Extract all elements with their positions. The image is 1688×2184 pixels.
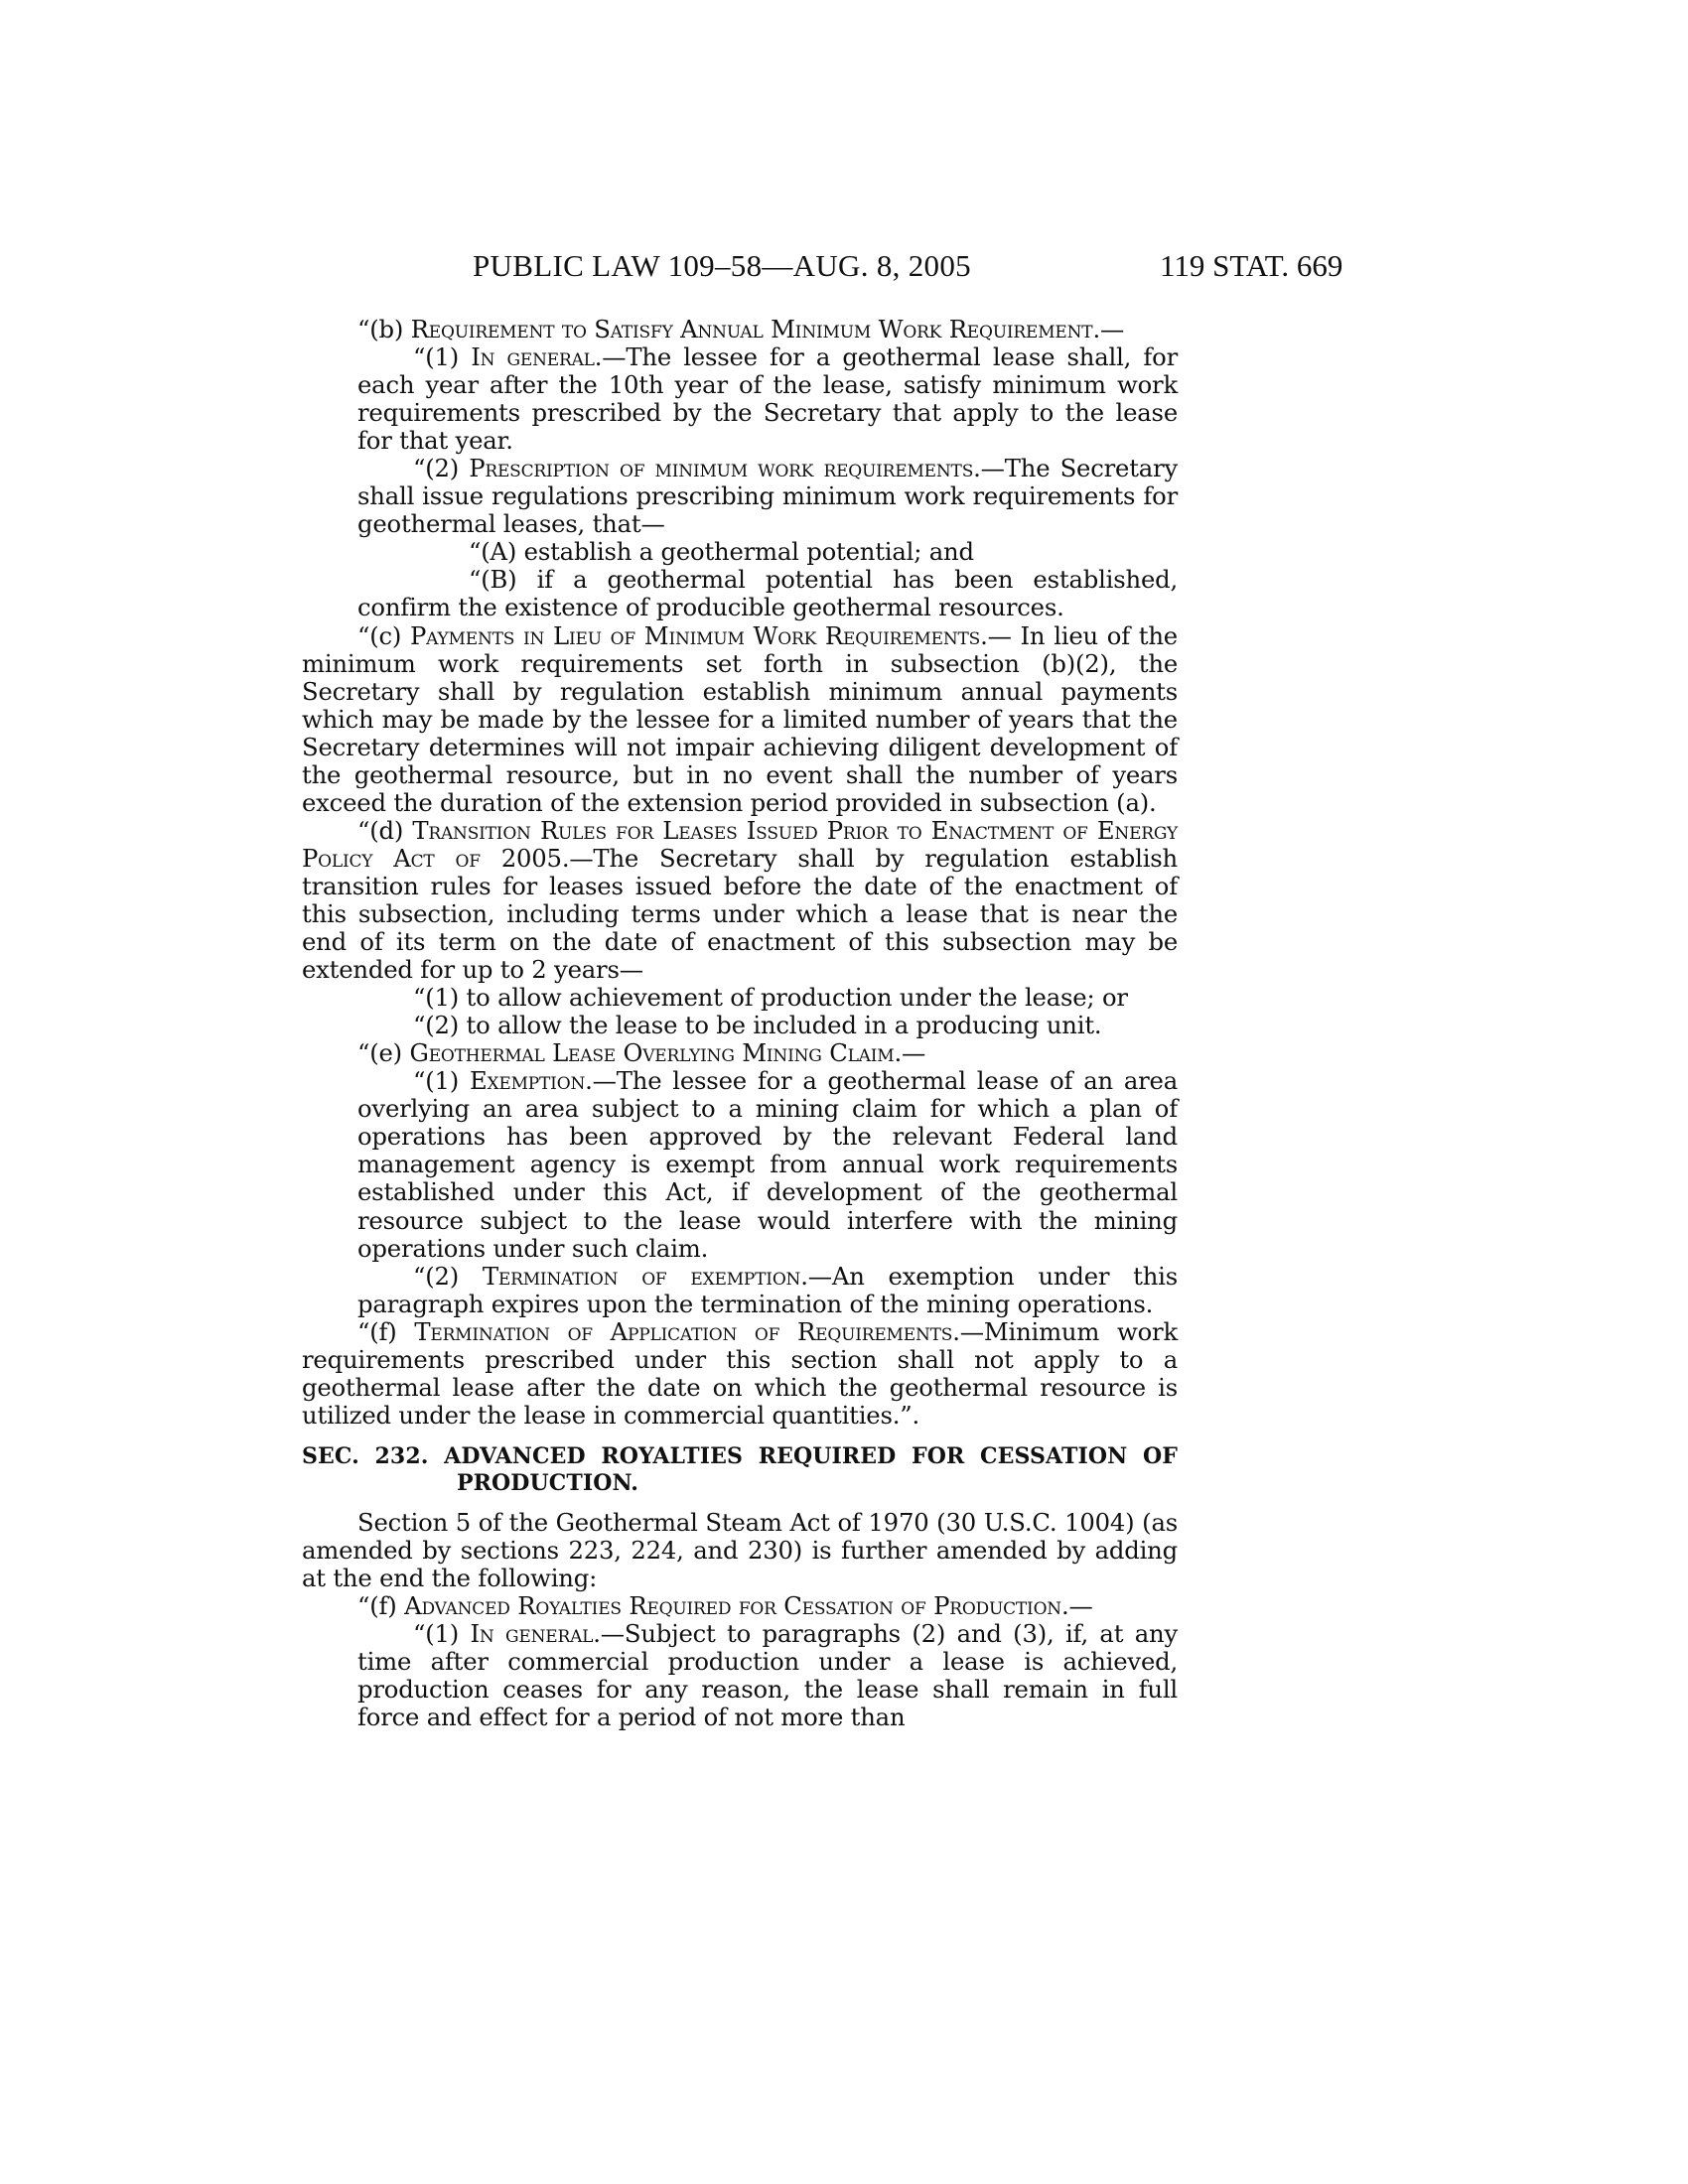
section-232-intro: Section 5 of the Geothermal Steam Act of 1970 (30 U.S.C. 1004) (as amended by sections 223, 224, and 230) is further amended by adding at the end the following: <box>302 1507 1178 1592</box>
subparagraph-b2a: “(A) establish a geothermal potential; and <box>469 537 974 567</box>
paragraph-b2: “(2) Prescription of minimum work requirements.—The Secretary shall issue regulations prescribing minimum work requirements for geothermal leases, that— <box>357 454 1178 539</box>
paragraph-e1: “(1) Exemption.—The lessee for a geothermal lease of an area overlying an area subject to a mining claim for which a plan of operations has been approved by the relevant Federal land management agency is exempt from annual work requirements established under this Act, if development of the geothermal resource subject to the lease would interfere with the mining operations under such claim. <box>357 1066 1179 1263</box>
paragraph-f1-in-general: “(1) In general.—Subject to paragraphs (2) and (3), if, at any time after commercial production under a lease is achieved, production ceases for any reason, the lease shall remain in full force and effect for a period of not more than <box>357 1619 1178 1732</box>
subsection-e-heading: “(e) Geothermal Lease Overlying Mining Claim.— <box>357 1038 926 1068</box>
paragraph-d1: “(1) to allow achievement of production under the lease; or <box>413 983 1128 1013</box>
statute-page-number: 119 STAT. 669 <box>1160 248 1343 283</box>
subsection-b-heading: “(b) Requirement to Satisfy Annual Minimum Work Requirement.— <box>357 315 1125 343</box>
page-header <box>0 244 1688 288</box>
paragraph-b1: “(1) In general.—The lessee for a geothermal lease shall, for each year after the 10th year of the lease, satisfy minimum work requirements prescribed by the Secretary that apply to the lease for that year. <box>357 342 1179 456</box>
subsection-f: “(f) Termination of Application of Requirements.—Minimum work requirements prescribed under this section shall not apply to a geothermal lease after the date on which the geothermal resource is utilized under the lease in commercial quantities.”. <box>302 1316 1178 1430</box>
subsection-c: “(c) Payments in Lieu of Minimum Work Requirements.— In lieu of the minimum work requirements set forth in subsection (b)(2), the Secretary shall by regulation establish minimum annual payments which may be made by the lessee for a limited number of years that the Secretary determines will not impair achieving diligent development of the geothermal resource, but in no event shall the number of years exceed the duration of the extension period provided in subsection (a). <box>302 620 1178 817</box>
section-232-heading: SEC. 232. ADVANCED ROYALTIES REQUIRED FOR CESSATION OF PRODUCTION. <box>302 1442 1178 1496</box>
subsection-f-advanced-royalties-heading: “(f) Advanced Royalties Required for Cessation of Production.— <box>357 1591 1093 1621</box>
subparagraph-b2b: “(B) if a geothermal potential has been established, confirm the existence of producible geothermal resources. <box>357 565 1178 622</box>
subsection-d: “(d) Transition Rules for Leases Issued Prior to Enactment of Energy Policy Act of 2005.—The Secretary shall by regulation establish transition rules for leases issued before the date of the enactment of this subsection, including terms under which a lease that is near the end of its term on the date of enactment of this subsection may be extended for up to 2 years— <box>302 815 1178 985</box>
document-body <box>302 316 1178 1731</box>
paragraph-e2: “(2) Termination of exemption.—An exemption under this paragraph expires upon the termination of the mining operations. <box>357 1261 1179 1318</box>
running-head: PUBLIC LAW 109–58—AUG. 8, 2005 <box>473 248 971 283</box>
paragraph-d2: “(2) to allow the lease to be included in a producing unit. <box>413 1011 1102 1040</box>
